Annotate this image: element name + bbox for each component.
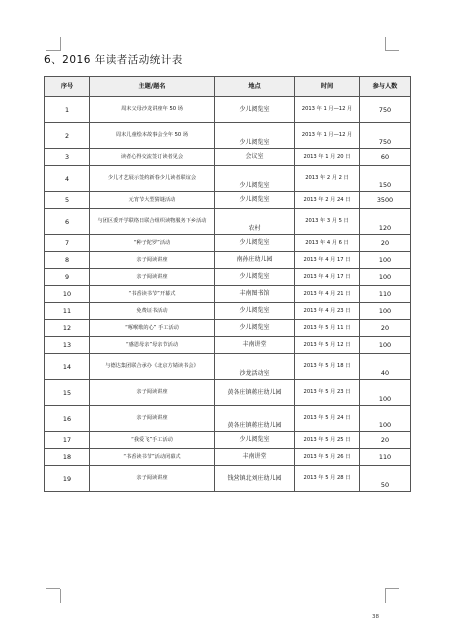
table-row bbox=[45, 449, 411, 466]
crop-mark-top-right-h bbox=[385, 50, 399, 51]
row-place-cell: 丰南图书馆 bbox=[215, 286, 295, 303]
row-topic-cell: 读者心得交流签订读者见会 bbox=[90, 149, 215, 166]
row-topic-cell: 亲子阅读讲座 bbox=[90, 406, 215, 432]
row-time-cell: 2013 年 1 月—12 月 bbox=[295, 123, 360, 149]
page-number: 38 bbox=[372, 614, 379, 620]
row-topic-cell: 亲子阅读讲座 bbox=[90, 269, 215, 286]
row-no-cell: 2 bbox=[45, 123, 90, 149]
row-topic-cell: 免费证书活动 bbox=[90, 303, 215, 320]
table-row bbox=[45, 269, 411, 286]
row-place-cell: 会议室 bbox=[215, 149, 295, 166]
row-count-cell: 40 bbox=[360, 354, 411, 380]
row-topic-cell: 亲子阅读讲座 bbox=[90, 252, 215, 269]
row-topic-cell: 与团区委开学联络日联合组织读物服务下乡活动 bbox=[90, 209, 215, 235]
row-count-cell: 100 bbox=[360, 337, 411, 354]
row-place-cell: 少儿阅览室 bbox=[215, 320, 295, 337]
table-row bbox=[45, 97, 411, 123]
row-place-cell: 黄各庄镇蒋庄幼儿园 bbox=[215, 380, 295, 406]
row-place-cell: 少儿阅览室 bbox=[215, 123, 295, 149]
column-header-topic: 主题/题名 bbox=[90, 77, 215, 97]
row-count-cell: 20 bbox=[360, 432, 411, 449]
row-place-cell: 少儿阅览室 bbox=[215, 192, 295, 209]
table-row bbox=[45, 466, 411, 492]
row-no-cell: 14 bbox=[45, 354, 90, 380]
crop-mark-bottom-left-v bbox=[60, 589, 61, 603]
column-header-time: 时间 bbox=[295, 77, 360, 97]
row-time-cell: 2013 年 2 月 24 日 bbox=[295, 192, 360, 209]
table-row bbox=[45, 252, 411, 269]
table-row bbox=[45, 235, 411, 252]
row-no-cell: 9 bbox=[45, 269, 90, 286]
row-place-cell: 南孙庄幼儿园 bbox=[215, 252, 295, 269]
table-row bbox=[45, 192, 411, 209]
row-no-cell: 5 bbox=[45, 192, 90, 209]
row-time-cell: 2013 年 4 月 6 日 bbox=[295, 235, 360, 252]
row-no-cell: 17 bbox=[45, 432, 90, 449]
row-count-cell: 100 bbox=[360, 269, 411, 286]
row-no-cell: 4 bbox=[45, 166, 90, 192]
crop-mark-bottom-left-h bbox=[46, 588, 60, 589]
row-time-cell: 2013 年 5 月 23 日 bbox=[295, 380, 360, 406]
row-count-cell: 20 bbox=[360, 320, 411, 337]
activity-stats-table bbox=[44, 76, 411, 492]
table-row bbox=[45, 406, 411, 432]
row-count-cell: 120 bbox=[360, 209, 411, 235]
row-count-cell: 20 bbox=[360, 235, 411, 252]
row-time-cell: 2013 年 5 月 24 日 bbox=[295, 406, 360, 432]
crop-mark-top-left-h bbox=[46, 50, 60, 51]
row-topic-cell: 元宵节大型猜谜活动 bbox=[90, 192, 215, 209]
column-header-count: 参与人数 bbox=[360, 77, 411, 97]
row-count-cell: 100 bbox=[360, 303, 411, 320]
row-no-cell: 11 bbox=[45, 303, 90, 320]
row-topic-cell: “我爱飞”手工活动 bbox=[90, 432, 215, 449]
row-time-cell: 2013 年 5 月 28 日 bbox=[295, 466, 360, 492]
row-no-cell: 12 bbox=[45, 320, 90, 337]
row-count-cell: 100 bbox=[360, 406, 411, 432]
table-row bbox=[45, 149, 411, 166]
row-time-cell: 2013 年 3 月 5 日 bbox=[295, 209, 360, 235]
column-header-no: 序号 bbox=[45, 77, 90, 97]
crop-mark-top-left-v bbox=[60, 37, 61, 51]
row-topic-cell: 少儿才艺展示签约新春少儿读者联谊会 bbox=[90, 166, 215, 192]
row-topic-cell: 亲子阅读讲座 bbox=[90, 380, 215, 406]
row-topic-cell: 与德达集团联合承办《北京方婧读书会》 bbox=[90, 354, 215, 380]
row-time-cell: 2013 年 5 月 26 日 bbox=[295, 449, 360, 466]
column-header-place: 地点 bbox=[215, 77, 295, 97]
row-count-cell: 150 bbox=[360, 166, 411, 192]
row-place-cell: 丰南讲堂 bbox=[215, 337, 295, 354]
table-row bbox=[45, 354, 411, 380]
row-time-cell: 2013 年 5 月 11 日 bbox=[295, 320, 360, 337]
table-row bbox=[45, 166, 411, 192]
row-count-cell: 110 bbox=[360, 286, 411, 303]
row-no-cell: 18 bbox=[45, 449, 90, 466]
row-time-cell: 2013 年 2 月 2 日 bbox=[295, 166, 360, 192]
table-row bbox=[45, 380, 411, 406]
row-count-cell: 3500 bbox=[360, 192, 411, 209]
table-row bbox=[45, 286, 411, 303]
row-time-cell: 2013 年 4 月 17 日 bbox=[295, 252, 360, 269]
row-place-cell: 丰南讲堂 bbox=[215, 449, 295, 466]
row-topic-cell: “种子陀罗”活动 bbox=[90, 235, 215, 252]
table-row bbox=[45, 337, 411, 354]
row-time-cell: 2013 年 4 月 21 日 bbox=[295, 286, 360, 303]
row-topic-cell: “啄喉歌的心” 手工活动 bbox=[90, 320, 215, 337]
row-count-cell: 50 bbox=[360, 466, 411, 492]
row-place-cell: 钱营镇北刘庄幼儿园 bbox=[215, 466, 295, 492]
row-no-cell: 15 bbox=[45, 380, 90, 406]
row-no-cell: 16 bbox=[45, 406, 90, 432]
row-place-cell: 黄各庄镇蒋庄幼儿园 bbox=[215, 406, 295, 432]
row-count-cell: 750 bbox=[360, 123, 411, 149]
row-place-cell: 少儿阅览室 bbox=[215, 97, 295, 123]
row-time-cell: 2013 年 1 月 20 日 bbox=[295, 149, 360, 166]
table-row bbox=[45, 303, 411, 320]
row-count-cell: 110 bbox=[360, 449, 411, 466]
row-no-cell: 6 bbox=[45, 209, 90, 235]
crop-mark-top-right-v bbox=[385, 37, 386, 51]
row-no-cell: 10 bbox=[45, 286, 90, 303]
row-place-cell: 少儿阅览室 bbox=[215, 303, 295, 320]
row-no-cell: 1 bbox=[45, 97, 90, 123]
section-title: 6、2016 年读者活动统计表 bbox=[44, 54, 183, 66]
row-place-cell: 少儿阅览室 bbox=[215, 235, 295, 252]
row-place-cell: 少儿阅览室 bbox=[215, 269, 295, 286]
row-topic-cell: “书香读书节”开幕式 bbox=[90, 286, 215, 303]
row-time-cell: 2013 年 5 月 12 日 bbox=[295, 337, 360, 354]
row-time-cell: 2013 年 1 月—12 月 bbox=[295, 97, 360, 123]
row-topic-cell: “感恩母亲”母亲节活动 bbox=[90, 337, 215, 354]
table-row bbox=[45, 432, 411, 449]
row-topic-cell: 周末儿童绘本故事会全年 50 场 bbox=[90, 123, 215, 149]
table-row bbox=[45, 320, 411, 337]
row-no-cell: 19 bbox=[45, 466, 90, 492]
row-place-cell: 少儿阅览室 bbox=[215, 432, 295, 449]
table-header-row bbox=[45, 77, 411, 97]
row-no-cell: 13 bbox=[45, 337, 90, 354]
row-topic-cell: 周末父母沙龙讲座年 50 场 bbox=[90, 97, 215, 123]
row-count-cell: 60 bbox=[360, 149, 411, 166]
row-no-cell: 3 bbox=[45, 149, 90, 166]
crop-mark-bottom-right-h bbox=[385, 588, 399, 589]
row-place-cell: 沙龙活动室 bbox=[215, 354, 295, 380]
row-place-cell: 农村 bbox=[215, 209, 295, 235]
row-no-cell: 8 bbox=[45, 252, 90, 269]
row-time-cell: 2013 年 5 月 18 日 bbox=[295, 354, 360, 380]
table-row bbox=[45, 123, 411, 149]
row-topic-cell: “书香读书节”活动闭幕式 bbox=[90, 449, 215, 466]
row-count-cell: 750 bbox=[360, 97, 411, 123]
row-time-cell: 2013 年 4 月 23 日 bbox=[295, 303, 360, 320]
row-time-cell: 2013 年 4 月 17 日 bbox=[295, 269, 360, 286]
table-row bbox=[45, 209, 411, 235]
row-place-cell: 少儿阅览室 bbox=[215, 166, 295, 192]
row-time-cell: 2013 年 5 月 25 日 bbox=[295, 432, 360, 449]
row-count-cell: 100 bbox=[360, 252, 411, 269]
crop-mark-bottom-right-v bbox=[385, 589, 386, 603]
row-topic-cell: 亲子阅读讲座 bbox=[90, 466, 215, 492]
row-count-cell: 100 bbox=[360, 380, 411, 406]
row-no-cell: 7 bbox=[45, 235, 90, 252]
